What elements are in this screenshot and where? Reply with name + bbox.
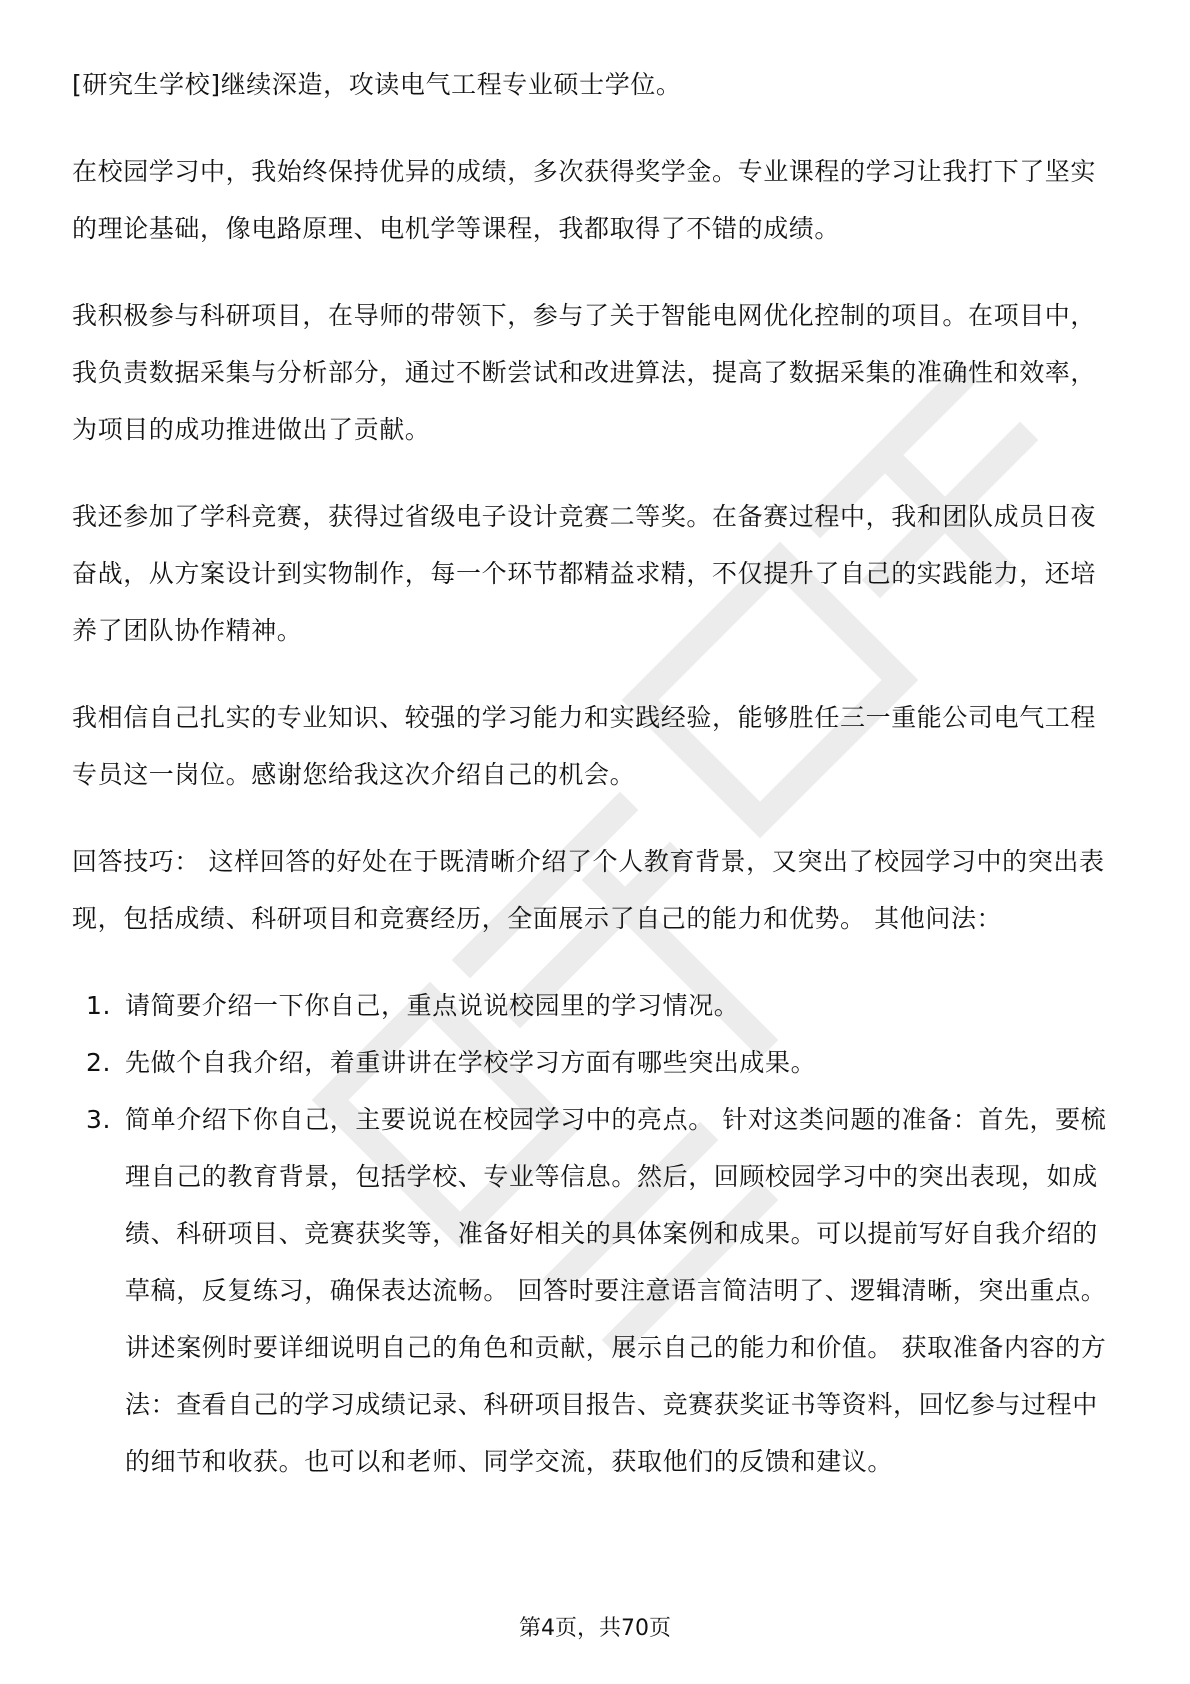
paragraph-research: 我积极参与科研项目，在导师的带领下，参与了关于智能电网优化控制的项目。在项目中，我负责数据采集与分析部分，通过不断尝试和改进算法，提高了数据采集的准确性和效率，为项目的成功推进做出了贡献。 [72,301,1097,444]
list-item-number: 2. [86,1048,112,1077]
paragraph-intro: [研究生学校]继续深造，攻读电气工程专业硕士学位。 [72,70,682,99]
list-item-text: 请简要介绍一下你自己，重点说说校园里的学习情况。 [125,991,740,1020]
other-questions-list [72,977,1118,1490]
paragraph-campus-study: 在校园学习中，我始终保持优异的成绩，多次获得奖学金。专业课程的学习让我打下了坚实的理论基础，像电路原理、电机学等课程，我都取得了不错的成绩。 [72,157,1097,243]
list-item-text: 简单介绍下你自己，主要说说在校园学习中的亮点。 针对这类问题的准备：首先，要梳理自己的教育背景，包括学校、专业等信息。然后，回顾校园学习中的突出表现，如成绩、科研项目、竞赛获奖等，准备好相关的具体案例和成果。可以提前写好自我介绍的草稿，反复练习，确保表达流畅。 回答时要注意语言简洁明了、逻辑清晰，突出重点。讲述案例时要详细说明自己的角色和贡献，展示自己的能力和价值。 获取准备内容的方法：查看自己的学习成绩记录、科研项目报告、竞赛获奖证书等资料，回忆参与过程中的细节和收获。也可以和老师、同学交流，获取他们的反馈和建议。 [125,1105,1107,1476]
paragraph-conclusion: 我相信自己扎实的专业知识、较强的学习能力和实践经验，能够胜任三一重能公司电气工程专员这一岗位。感谢您给我这次介绍自己的机会。 [72,703,1097,789]
document-body [72,56,1118,1490]
list-item [72,1091,1118,1490]
paragraph-answer-tips: 回答技巧： 这样回答的好处在于既清晰介绍了个人教育背景，又突出了校园学习中的突出表现，包括成绩、科研项目和竞赛经历，全面展示了自己的能力和优势。 其他问法： [72,847,1105,933]
list-item-number: 3. [86,1105,112,1134]
list-item-number: 1. [86,991,112,1020]
list-item [72,977,1118,1034]
page-footer: 第4页，共70页 [519,1616,671,1641]
list-item [72,1034,1118,1091]
paragraph-competition: 我还参加了学科竞赛，获得过省级电子设计竞赛二等奖。在备赛过程中，我和团队成员日夜奋战，从方案设计到实物制作，每一个环节都精益求精，不仅提升了自己的实践能力，还培养了团队协作精神。 [72,502,1097,645]
list-item-text: 先做个自我介绍，着重讲讲在学校学习方面有哪些突出成果。 [125,1048,817,1077]
